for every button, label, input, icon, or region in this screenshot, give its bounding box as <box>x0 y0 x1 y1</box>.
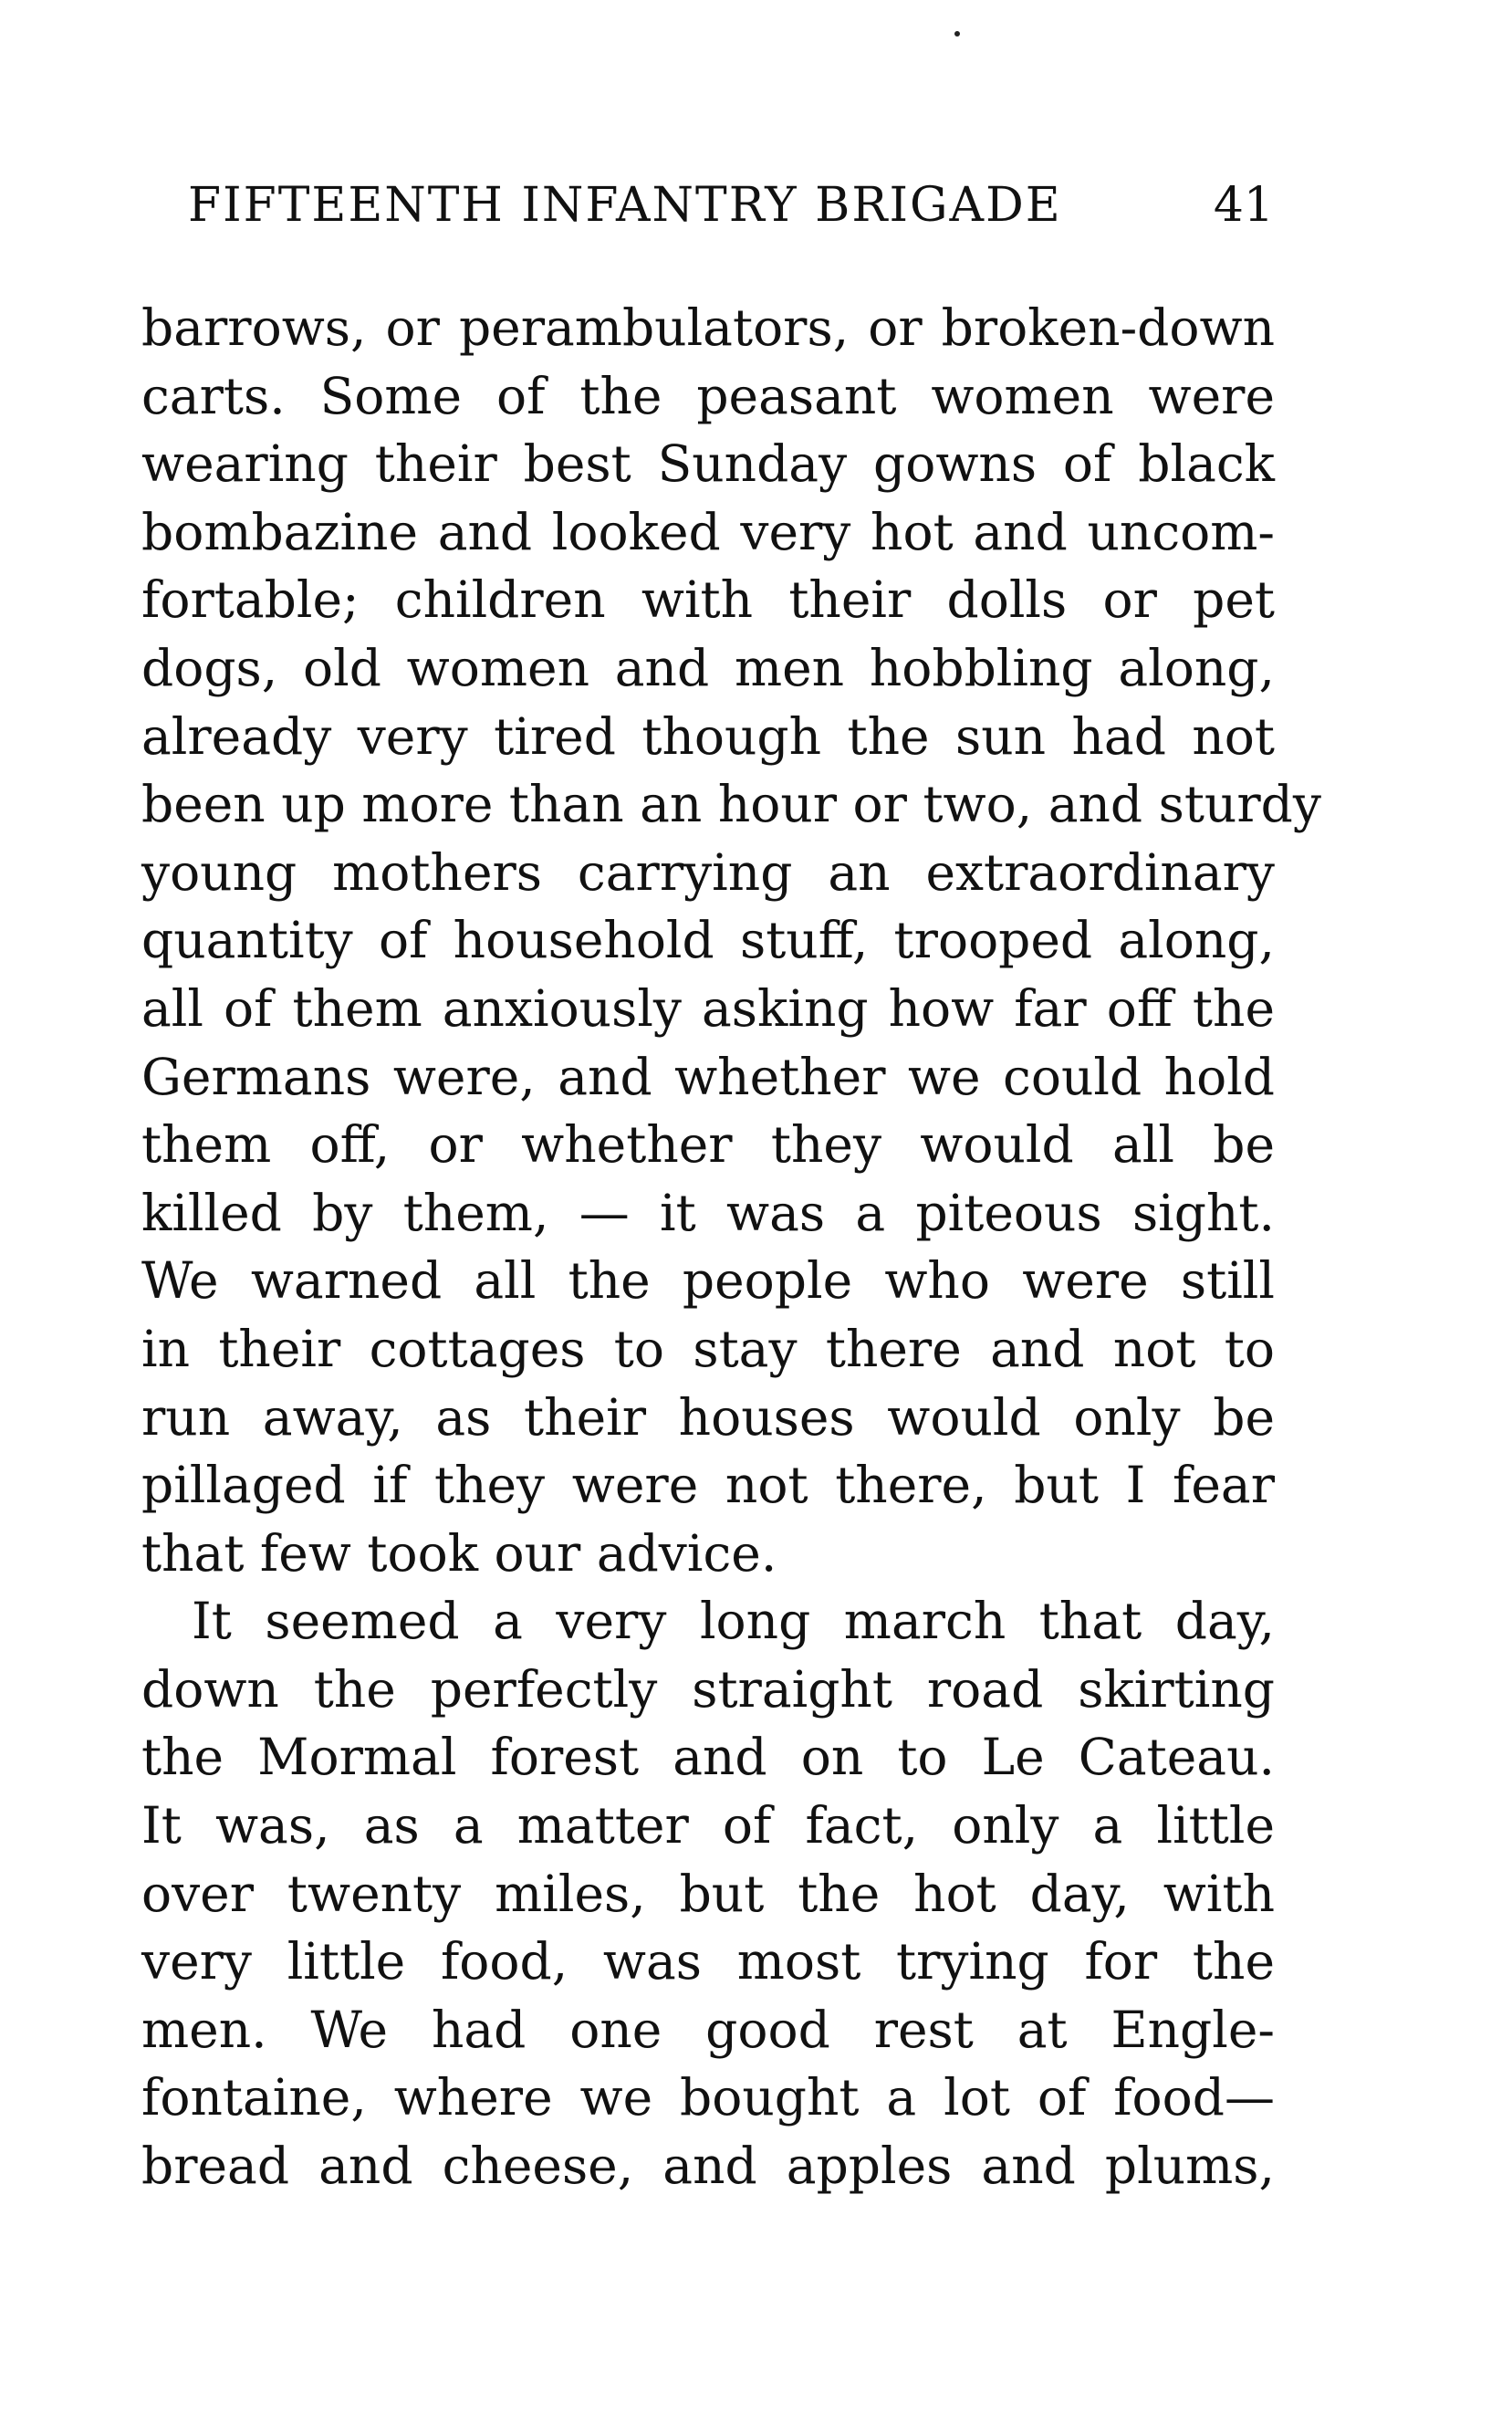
text-line: very little food, was most trying for the <box>141 1932 1275 1991</box>
text-line: barrows, or perambulators, or broken-down <box>141 298 1275 357</box>
text-line: We warned all the people who were still <box>141 1251 1275 1311</box>
text-line: the Mormal forest and on to Le Cateau. <box>141 1728 1275 1787</box>
page-header <box>188 173 1274 237</box>
text-line: down the perfectly straight road skirting <box>141 1659 1275 1719</box>
running-head: FIFTEENTH INFANTRY BRIGADE <box>188 178 1062 233</box>
text-line: fontaine, where we bought a lot of food— <box>141 2068 1275 2127</box>
text-line: quantity of household stuff, trooped along, <box>141 911 1275 970</box>
text-line: in their cottages to stay there and not to <box>141 1319 1275 1378</box>
text-line: over twenty miles, but the hot day, with <box>141 1864 1275 1923</box>
text-line: wearing their best Sunday gowns of black <box>141 434 1275 494</box>
text-line: fortable; children with their dolls or pet <box>141 570 1275 630</box>
text-line: young mothers carrying an extraordinary <box>141 842 1275 902</box>
ink-speck <box>954 31 960 37</box>
text-line: dogs, old women and men hobbling along, <box>141 638 1275 697</box>
text-line: pillaged if they were not there, but I fear <box>141 1456 1275 1515</box>
text-line: bread and cheese, and apples and plums, <box>141 2137 1275 2196</box>
paragraph-last-line: that few took our advice. <box>141 1523 777 1583</box>
text-line: been up more than an hour or two, and sturdy <box>141 775 1321 834</box>
text-line: carts. Some of the peasant women were <box>141 366 1275 425</box>
body-text <box>141 294 1321 2200</box>
text-line: It was, as a matter of fact, only a little <box>141 1796 1275 1855</box>
text-line: run away, as their houses would only be <box>141 1387 1275 1447</box>
page-number: 41 <box>1213 178 1274 233</box>
text-line: already very tired though the sun had not <box>141 706 1275 766</box>
text-line: bombazine and looked very hot and uncom- <box>141 502 1275 561</box>
text-line: killed by them, — it was a piteous sight. <box>141 1183 1275 1242</box>
paragraph-first-line: It seemed a very long march that day, <box>192 1592 1275 1651</box>
text-line: Germans were, and whether we could hold <box>141 1047 1275 1106</box>
text-line: all of them anxiously asking how far off the <box>141 978 1275 1038</box>
text-line: them off, or whether they would all be <box>141 1115 1275 1175</box>
text-line: men. We had one good rest at Engle- <box>141 2000 1275 2059</box>
